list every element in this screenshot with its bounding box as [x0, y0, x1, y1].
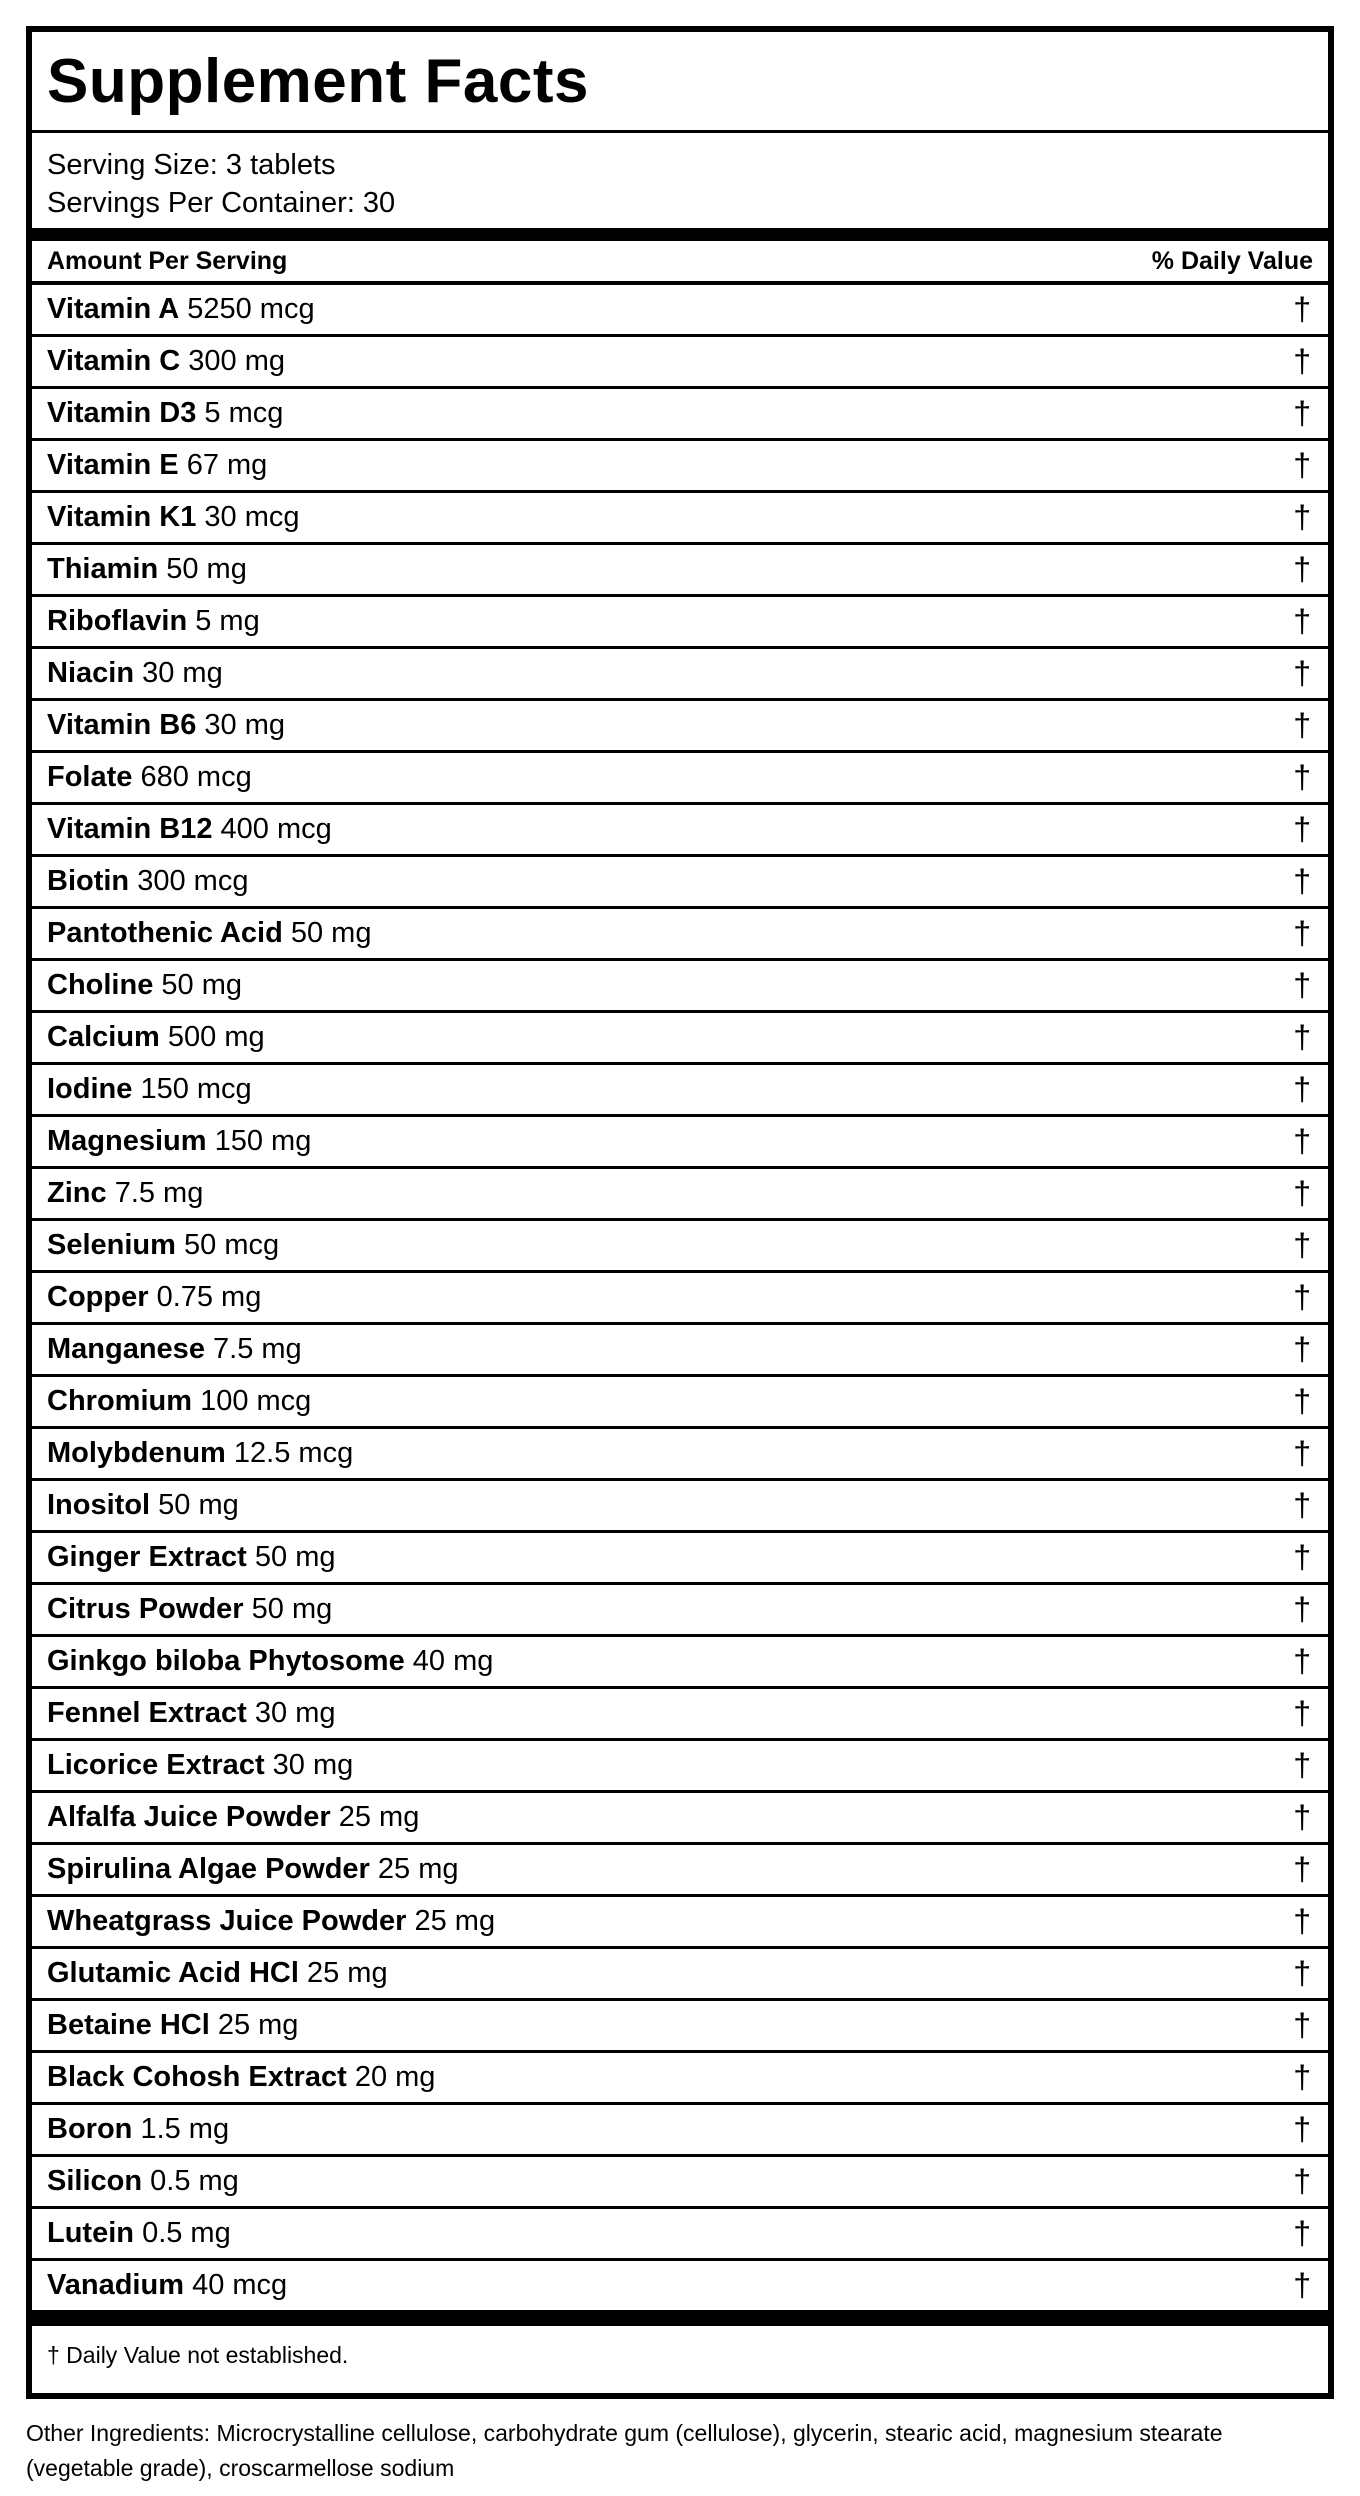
nutrient-row [32, 1845, 1328, 1897]
nutrient-label [47, 1021, 265, 1054]
daily-value-dagger: † [1293, 447, 1311, 483]
nutrient-amount: 500 mg [167, 1021, 265, 1053]
nutrient-name: Selenium [47, 1229, 176, 1261]
serving-size: Serving Size: 3 tablets [47, 149, 336, 181]
nutrient-name: Citrus Powder [47, 1593, 244, 1625]
nutrient-amount: 100 mcg [200, 1385, 312, 1417]
nutrient-row [32, 545, 1328, 597]
nutrient-amount: 30 mg [272, 1749, 354, 1781]
nutrient-amount: 30 mg [204, 709, 286, 741]
nutrient-row [32, 1429, 1328, 1481]
daily-value-dagger: † [1293, 1851, 1311, 1887]
nutrient-name: Betaine HCl [47, 2009, 210, 2041]
nutrient-row [32, 2053, 1328, 2105]
daily-value-dagger: † [1293, 1071, 1311, 1107]
nutrient-label [47, 761, 252, 794]
daily-value-dagger: † [1293, 291, 1311, 327]
nutrient-label [47, 1749, 353, 1782]
nutrient-label [47, 1229, 279, 1262]
nutrient-amount: 50 mg [251, 1593, 333, 1625]
nutrient-label [47, 293, 315, 326]
nutrient-row [32, 1949, 1328, 2001]
daily-value-dagger: † [1293, 1123, 1311, 1159]
nutrient-label [47, 1853, 459, 1886]
nutrient-name: Lutein [47, 2217, 134, 2249]
nutrient-name: Vitamin E [47, 449, 179, 481]
daily-value-dagger: † [1293, 1279, 1311, 1315]
daily-value-dagger: † [1293, 863, 1311, 899]
nutrient-name: Licorice Extract [47, 1749, 265, 1781]
nutrient-amount: 0.5 mg [142, 2217, 231, 2249]
nutrient-amount: 5250 mcg [187, 293, 315, 325]
nutrient-row [32, 1065, 1328, 1117]
nutrient-name: Silicon [47, 2165, 143, 2197]
daily-value-dagger: † [1293, 1175, 1311, 1211]
nutrient-row [32, 1117, 1328, 1169]
nutrient-label [47, 449, 267, 482]
nutrient-row [32, 389, 1328, 441]
nutrient-amount: 1.5 mg [140, 2113, 230, 2145]
nutrient-name: Wheatgrass Juice Powder [47, 1905, 407, 1937]
nutrient-name: Glutamic Acid HCl [47, 1957, 299, 1989]
daily-value-dagger: † [1293, 811, 1311, 847]
nutrient-name: Chromium [47, 1385, 192, 1417]
nutrient-amount: 67 mg [186, 449, 268, 481]
other-ingredients: Other Ingredients: Microcrystalline cellulose, carbohydrate gum (cellulose), glycerin, stearic acid, magnesium stearate (vegetable grade), croscarmellose sodium [26, 2420, 1223, 2481]
nutrient-name: Iodine [47, 1073, 133, 1105]
nutrient-amount: 300 mcg [137, 865, 249, 897]
nutrient-row [32, 2001, 1328, 2053]
nutrient-row [32, 337, 1328, 389]
nutrient-amount: 400 mcg [220, 813, 332, 845]
nutrient-row [32, 961, 1328, 1013]
nutrient-label [47, 397, 283, 430]
nutrient-row [32, 1637, 1328, 1689]
nutrient-amount: 5 mg [195, 605, 260, 637]
nutrient-label [47, 1073, 252, 1106]
daily-value-dagger: † [1293, 1227, 1311, 1263]
nutrient-amount: 150 mcg [140, 1073, 252, 1105]
nutrient-label [47, 345, 285, 378]
nutrient-label [47, 1385, 311, 1418]
nutrient-label [47, 1957, 388, 1990]
daily-value-dagger: † [1293, 1331, 1311, 1367]
nutrient-name: Biotin [47, 865, 130, 897]
daily-value-dagger: † [1293, 2059, 1311, 2095]
nutrient-amount: 25 mg [306, 1957, 388, 1989]
daily-value-dagger: † [1293, 1903, 1311, 1939]
panel-title: Supplement Facts [32, 32, 1328, 133]
nutrient-label [47, 1905, 495, 1938]
nutrient-name: Ginger Extract [47, 1541, 247, 1573]
daily-value-dagger: † [1293, 759, 1311, 795]
nutrient-row [32, 857, 1328, 909]
nutrient-row [32, 2209, 1328, 2261]
nutrient-label [47, 553, 247, 586]
nutrient-row [32, 701, 1328, 753]
nutrient-amount: 25 mg [217, 2009, 299, 2041]
nutrient-row [32, 1221, 1328, 1273]
nutrient-name: Alfalfa Juice Powder [47, 1801, 331, 1833]
nutrient-label [47, 657, 223, 690]
nutrient-row [32, 649, 1328, 701]
daily-value-dagger: † [1293, 1019, 1311, 1055]
nutrient-row [32, 1481, 1328, 1533]
nutrient-row [32, 753, 1328, 805]
nutrient-row [32, 1533, 1328, 1585]
daily-value-dagger: † [1293, 1487, 1311, 1523]
nutrient-label [47, 1437, 353, 1470]
daily-value-dagger: † [1293, 1591, 1311, 1627]
nutrient-label [47, 1333, 302, 1366]
daily-value-dagger: † [1293, 655, 1311, 691]
nutrient-name: Zinc [47, 1177, 107, 1209]
nutrient-row [32, 1169, 1328, 1221]
nutrient-row [32, 1897, 1328, 1949]
daily-value-dagger: † [1293, 395, 1311, 431]
nutrient-amount: 30 mcg [204, 501, 300, 533]
daily-value-dagger: † [1293, 499, 1311, 535]
nutrient-amount: 0.75 mg [156, 1281, 262, 1313]
nutrient-name: Inositol [47, 1489, 151, 1521]
nutrient-amount: 40 mg [412, 1645, 494, 1677]
daily-value-dagger: † [1293, 2215, 1311, 2251]
nutrient-name: Folate [47, 761, 133, 793]
daily-value-dagger: † [1293, 967, 1311, 1003]
nutrient-row [32, 1689, 1328, 1741]
nutrient-row [32, 597, 1328, 649]
nutrient-name: Manganese [47, 1333, 205, 1365]
nutrient-name: Spirulina Algae Powder [47, 1853, 370, 1885]
nutrient-label [47, 1645, 493, 1678]
nutrient-row [32, 285, 1328, 337]
daily-value-dagger: † [1293, 551, 1311, 587]
nutrient-name: Niacin [47, 657, 135, 689]
nutrient-name: Vitamin D3 [47, 397, 197, 429]
nutrient-label [47, 2009, 298, 2042]
nutrient-row [32, 441, 1328, 493]
daily-value-dagger: † [1293, 1799, 1311, 1835]
nutrient-name: Vitamin B12 [47, 813, 213, 845]
serving-info [32, 133, 1328, 228]
nutrient-label [47, 2165, 239, 2198]
nutrient-amount: 5 mcg [204, 397, 284, 429]
nutrient-label [47, 1697, 336, 1730]
daily-value-dagger: † [1293, 1435, 1311, 1471]
nutrient-name: Fennel Extract [47, 1697, 247, 1729]
nutrient-label [47, 1541, 336, 1574]
daily-value-dagger: † [1293, 1695, 1311, 1731]
nutrient-name: Thiamin [47, 553, 159, 585]
nutrient-label [47, 2113, 229, 2146]
nutrient-amount: 20 mg [354, 2061, 436, 2093]
nutrient-label [47, 917, 371, 950]
nutrient-amount: 50 mg [290, 917, 372, 949]
nutrient-label [47, 709, 285, 742]
column-header [32, 241, 1328, 285]
footnote: † Daily Value not established. [47, 2341, 349, 2368]
nutrient-row [32, 493, 1328, 545]
nutrient-label [47, 813, 332, 846]
amount-per-serving-label: Amount Per Serving [47, 246, 288, 275]
daily-value-dagger: † [1293, 1539, 1311, 1575]
nutrient-label [47, 2061, 435, 2094]
nutrient-row [32, 1793, 1328, 1845]
nutrient-amount: 25 mg [377, 1853, 459, 1885]
nutrient-row [32, 2105, 1328, 2157]
nutrient-label [47, 1177, 203, 1210]
nutrient-row [32, 909, 1328, 961]
nutrient-label [47, 501, 300, 534]
nutrient-label [47, 1281, 261, 1314]
daily-value-dagger: † [1293, 1383, 1311, 1419]
daily-value-dagger: † [1293, 2007, 1311, 2043]
nutrient-list [32, 285, 1328, 2313]
nutrient-row [32, 1741, 1328, 1793]
daily-value-dagger: † [1293, 603, 1311, 639]
nutrient-amount: 7.5 mg [213, 1333, 302, 1365]
daily-value-dagger: † [1293, 1747, 1311, 1783]
nutrient-row [32, 2157, 1328, 2209]
nutrient-amount: 25 mg [338, 1801, 420, 1833]
thick-divider-bottom [32, 2313, 1328, 2326]
daily-value-dagger: † [1293, 343, 1311, 379]
nutrient-name: Copper [47, 1281, 149, 1313]
nutrient-name: Vitamin C [47, 345, 181, 377]
nutrient-row [32, 1273, 1328, 1325]
nutrient-amount: 50 mg [166, 553, 247, 585]
nutrient-label [47, 2269, 287, 2302]
nutrient-name: Riboflavin [47, 605, 188, 637]
nutrient-label [47, 1593, 332, 1626]
daily-value-dagger: † [1293, 2163, 1311, 2199]
nutrient-amount: 40 mcg [192, 2269, 288, 2301]
nutrient-label [47, 1801, 419, 1834]
nutrient-amount: 50 mg [161, 969, 243, 1001]
nutrient-amount: 300 mg [188, 345, 286, 377]
nutrient-row [32, 805, 1328, 857]
supplement-facts-panel [26, 26, 1334, 2399]
daily-value-dagger: † [1293, 707, 1311, 743]
nutrient-name: Pantothenic Acid [47, 917, 283, 949]
nutrient-row [32, 2261, 1328, 2313]
nutrient-name: Black Cohosh Extract [47, 2061, 347, 2093]
nutrient-name: Magnesium [47, 1125, 207, 1157]
daily-value-dagger: † [1293, 2111, 1311, 2147]
nutrient-amount: 680 mcg [140, 761, 252, 793]
nutrient-label [47, 969, 242, 1002]
nutrient-amount: 50 mg [158, 1489, 239, 1521]
nutrient-amount: 7.5 mg [114, 1177, 204, 1209]
nutrient-name: Calcium [47, 1021, 160, 1053]
nutrient-amount: 12.5 mcg [233, 1437, 354, 1469]
daily-value-dagger: † [1293, 1955, 1311, 1991]
daily-value-label: % Daily Value [1151, 246, 1313, 275]
daily-value-dagger: † [1293, 1643, 1311, 1679]
nutrient-label [47, 1125, 311, 1158]
nutrient-name: Vanadium [47, 2269, 184, 2301]
nutrient-row [32, 1377, 1328, 1429]
nutrient-label [47, 605, 260, 638]
nutrient-amount: 0.5 mg [150, 2165, 239, 2197]
nutrient-label [47, 2217, 231, 2250]
nutrient-name: Boron [47, 2113, 133, 2145]
nutrient-amount: 50 mg [254, 1541, 336, 1573]
nutrient-name: Choline [47, 969, 154, 1001]
nutrient-name: Ginkgo biloba Phytosome [47, 1645, 405, 1677]
thick-divider [32, 228, 1328, 241]
nutrient-label [47, 865, 248, 898]
nutrient-amount: 50 mcg [184, 1229, 280, 1261]
nutrient-row [32, 1585, 1328, 1637]
nutrient-label [47, 1489, 239, 1522]
nutrient-name: Molybdenum [47, 1437, 226, 1469]
daily-value-dagger: † [1293, 915, 1311, 951]
nutrient-amount: 30 mg [142, 657, 223, 689]
nutrient-name: Vitamin B6 [47, 709, 197, 741]
nutrient-name: Vitamin A [47, 293, 180, 325]
nutrient-amount: 25 mg [414, 1905, 496, 1937]
nutrient-row [32, 1325, 1328, 1377]
nutrient-row [32, 1013, 1328, 1065]
nutrient-amount: 30 mg [254, 1697, 336, 1729]
daily-value-dagger: † [1293, 2267, 1311, 2303]
servings-per-container: Servings Per Container: 30 [47, 187, 396, 219]
nutrient-name: Vitamin K1 [47, 501, 197, 533]
nutrient-amount: 150 mg [214, 1125, 312, 1157]
